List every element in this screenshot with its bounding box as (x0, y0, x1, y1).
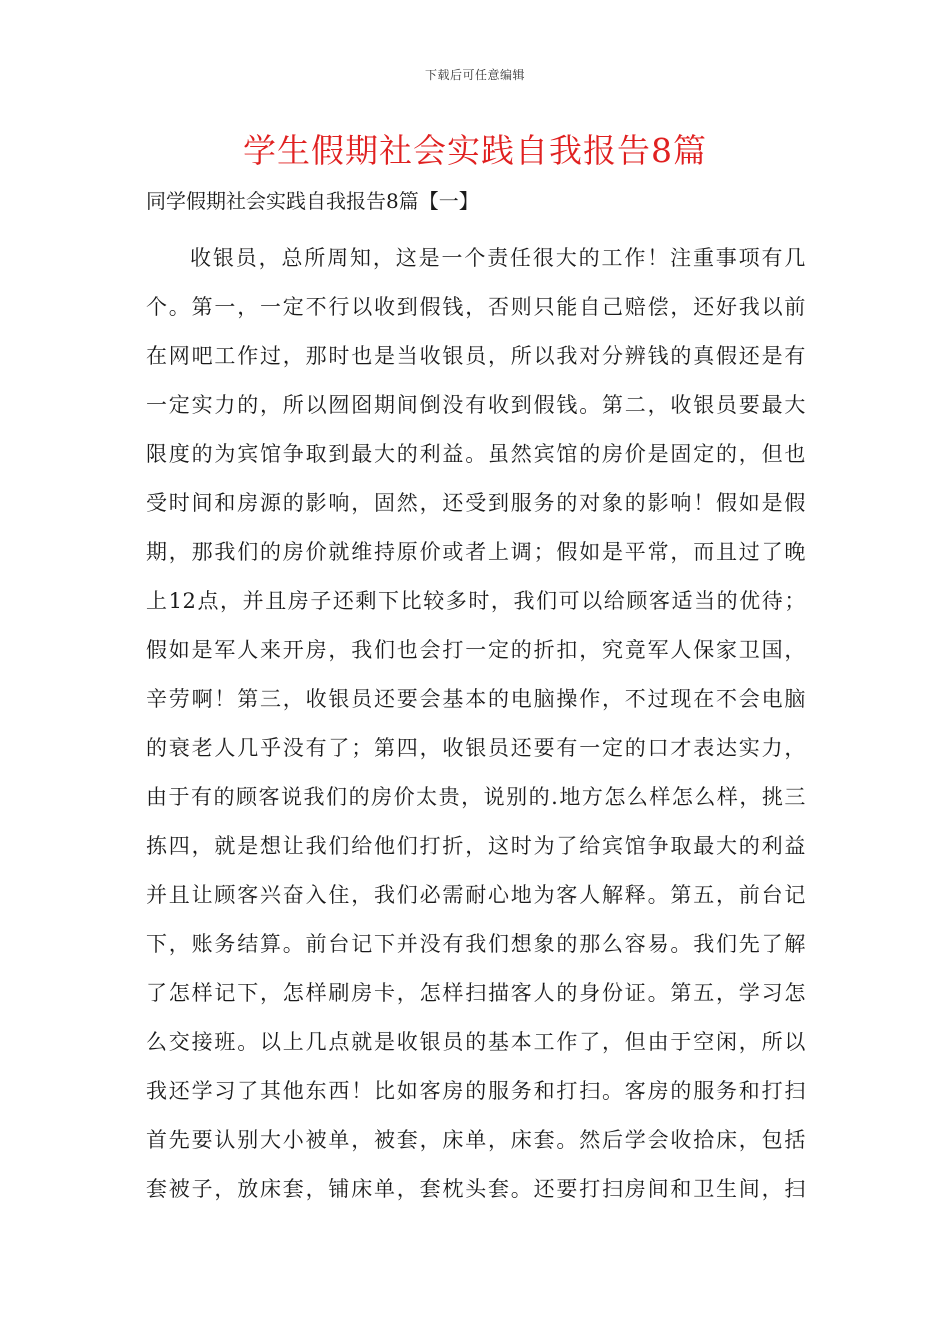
paragraph-line: 个。第一，一定不行以收到假钱，否则只能自己赔偿，还好我以前 (146, 295, 806, 319)
paragraph-line: 期，那我们的房价就维持原价或者上调；假如是平常，而且过了晚 (146, 540, 806, 564)
document-title: 学生假期社会实践自我报告8篇 (243, 131, 707, 170)
paragraph-line: 辛劳啊！第三，收银员还要会基本的电脑操作，不过现在不会电脑 (146, 687, 806, 711)
paragraph-line: 下，账务结算。前台记下并没有我们想象的那么容易。我们先了解 (146, 932, 806, 956)
paragraph-line: 首先要认别大小被单，被套，床单，床套。然后学会收拾床，包括 (146, 1128, 806, 1152)
paragraph-line: 在网吧工作过，那时也是当收银员，所以我对分辨钱的真假还是有 (146, 344, 806, 368)
paragraph-line: 的衰老人几乎没有了；第四，收银员还要有一定的口才表达实力， (146, 736, 806, 760)
body-paragraph (146, 234, 806, 1214)
paragraph-line: 了怎样记下，怎样刷房卡，怎样扫描客人的身份证。第五，学习怎 (146, 981, 806, 1005)
paragraph-line: 由于有的顾客说我们的房价太贵，说别的.地方怎么样怎么样，挑三 (146, 785, 806, 809)
paragraph-line: 假如是军人来开房，我们也会打一定的折扣，究竟军人保家卫国， (146, 638, 806, 662)
paragraph-line: 并且让顾客兴奋入住，我们必需耐心地为客人解释。第五，前台记 (146, 883, 806, 907)
paragraph-line: 么交接班。以上几点就是收银员的基本工作了，但由于空闲，所以 (146, 1030, 806, 1054)
paragraph-line: 套被子，放床套，铺床单，套枕头套。还要打扫房间和卫生间，扫 (146, 1177, 806, 1201)
paragraph-line: 受时间和房源的影响，固然，还受到服务的对象的影响！假如是假 (146, 491, 806, 515)
paragraph-line: 拣四，就是想让我们给他们打折，这时为了给宾馆争取最大的利益 (146, 834, 806, 858)
paragraph-line: 我还学习了其他东西！比如客房的服务和打扫。客房的服务和打扫 (146, 1079, 806, 1103)
paragraph-line: 一定实力的，所以囫囵期间倒没有收到假钱。第二，收银员要最大 (146, 393, 806, 417)
paragraph-line: 收银员，总所周知，这是一个责任很大的工作！注重事项有几 (190, 246, 806, 270)
paragraph-line: 限度的为宾馆争取到最大的利益。虽然宾馆的房价是固定的，但也 (146, 442, 806, 466)
paragraph-line: 上12点，并且房子还剩下比较多时，我们可以给顾客适当的优待； (146, 589, 806, 613)
section-heading: 同学假期社会实践自我报告8篇【一】 (146, 189, 479, 213)
page-header-note: 下载后可任意编辑 (424, 68, 525, 82)
